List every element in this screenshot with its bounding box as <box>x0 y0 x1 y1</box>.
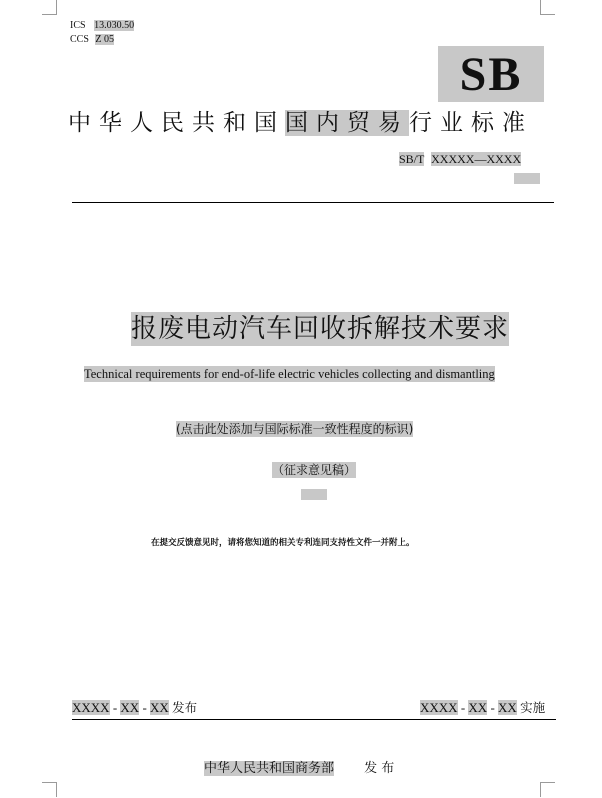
issue-date <box>72 700 197 716</box>
org-title <box>68 104 533 137</box>
issue-sep-1: - <box>112 700 118 715</box>
crop-mark-top-left <box>42 0 57 15</box>
publisher[interactable]: 中华人民共和国商务部 <box>204 761 335 776</box>
footer-rule <box>72 719 556 720</box>
standard-number-line <box>399 152 521 167</box>
issue-day[interactable]: XX <box>150 700 169 715</box>
org-title-rest: 行业标准 <box>409 110 533 136</box>
draft-date-placeholder[interactable] <box>301 489 327 500</box>
publisher-line <box>204 761 394 777</box>
issue-year[interactable]: XXXX <box>72 700 110 715</box>
impl-month[interactable]: XX <box>468 700 488 715</box>
crop-mark-top-right <box>540 0 555 15</box>
issue-sep-2: - <box>142 700 147 715</box>
ccs-line <box>70 33 114 46</box>
ics-code[interactable]: 13.030.50 <box>94 20 135 31</box>
consistency-mark[interactable]: (点击此处添加与国际标准一致性程度的标识) <box>176 422 414 436</box>
issue-label: 发布 <box>172 700 198 715</box>
ics-line <box>70 19 134 32</box>
publish-label: 发 布 <box>364 761 395 776</box>
standard-number[interactable]: XXXXX—XXXX <box>431 152 522 166</box>
implementation-date <box>420 700 545 716</box>
ccs-code[interactable]: Z 05 <box>95 34 115 45</box>
replace-standard-placeholder[interactable] <box>514 173 540 184</box>
draft-status[interactable]: （征求意见稿） <box>272 463 357 477</box>
ics-label: ICS <box>70 20 86 31</box>
title-en[interactable]: Technical requirements for end-of-life electric vehicles collecting and dismantling <box>84 367 495 381</box>
ccs-label: CCS <box>70 34 89 45</box>
title-cn[interactable]: 报废电动汽车回收拆解技术要求 <box>131 314 510 344</box>
org-title-plain: 中华人民共和国 <box>68 110 285 136</box>
crop-mark-bottom-left <box>42 782 57 797</box>
impl-day[interactable]: XX <box>498 700 517 715</box>
org-title-highlight[interactable]: 国内贸易 <box>285 110 409 136</box>
sb-logo: SB <box>438 46 544 102</box>
crop-mark-bottom-right <box>540 782 555 797</box>
standard-prefix[interactable]: SB/T <box>399 152 425 166</box>
issue-month[interactable]: XX <box>120 700 140 715</box>
patent-notice: 在提交反馈意见时，请将您知道的相关专利连同支持性文件一并附上。 <box>151 538 415 548</box>
impl-sep-1: - <box>460 700 466 715</box>
impl-year[interactable]: XXXX <box>420 700 458 715</box>
impl-sep-2: - <box>490 700 495 715</box>
header-rule <box>72 202 554 203</box>
impl-label: 实施 <box>520 700 546 715</box>
